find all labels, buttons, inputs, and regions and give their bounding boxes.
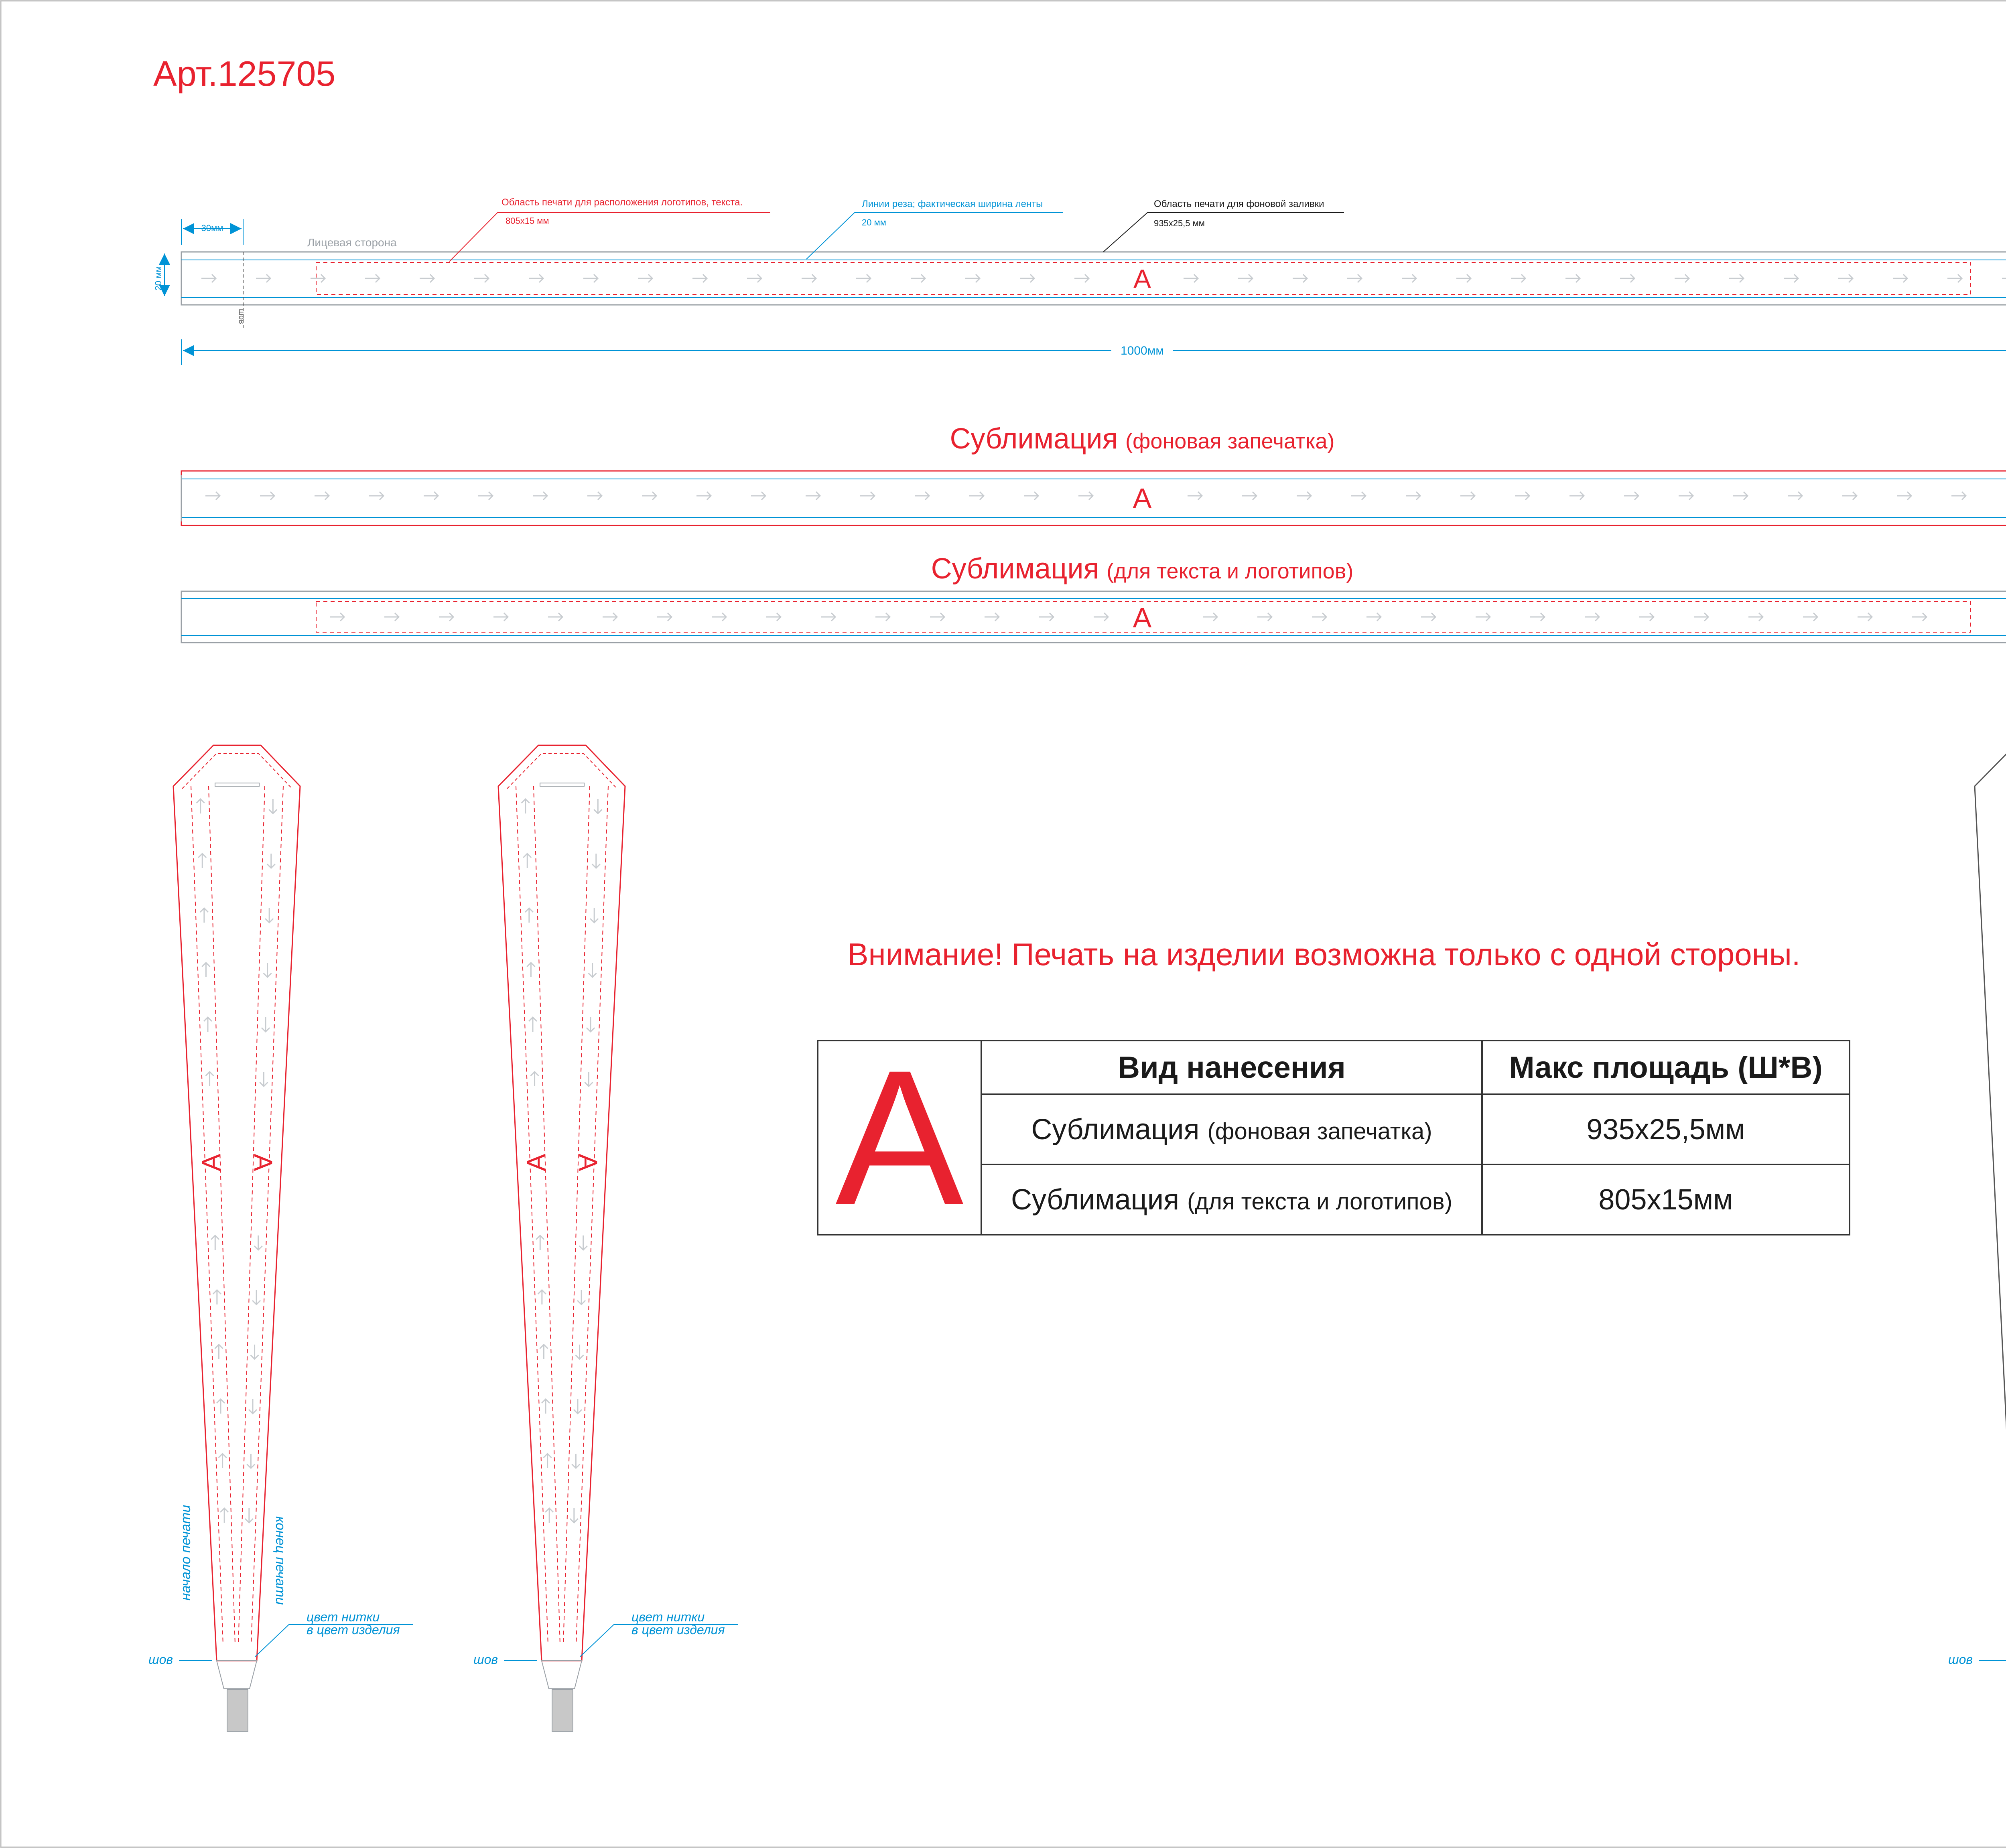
direction-arrow xyxy=(821,613,835,621)
direction-arrow xyxy=(1511,274,1525,282)
callout-fill-size: 935х25,5 мм xyxy=(1154,218,1205,228)
direction-arrow xyxy=(1733,492,1748,500)
direction-arrow xyxy=(200,908,208,923)
direction-arrow xyxy=(1242,492,1257,500)
direction-arrow xyxy=(474,274,489,282)
direction-arrow xyxy=(570,1508,578,1523)
direction-arrow xyxy=(311,274,325,282)
direction-arrow xyxy=(1476,613,1490,621)
direction-arrow xyxy=(365,274,380,282)
direction-arrow xyxy=(1312,613,1326,621)
lanyard-print-view xyxy=(473,745,738,1731)
direction-arrow xyxy=(384,613,399,621)
direction-arrow xyxy=(315,492,329,500)
direction-arrow xyxy=(969,492,984,500)
direction-arrow xyxy=(930,613,944,621)
print-letter: A xyxy=(1133,602,1152,633)
direction-arrow xyxy=(1858,613,1872,621)
lanyard-clip xyxy=(227,1690,248,1731)
direction-arrow xyxy=(1694,613,1708,621)
article-title: Арт.125705 xyxy=(153,54,336,93)
direction-arrow xyxy=(587,492,602,500)
length-label: 1000мм xyxy=(1121,344,1164,357)
method-sub: (фоновая запечатка) xyxy=(1207,1118,1432,1144)
direction-arrow xyxy=(1078,492,1093,500)
print-letter: A xyxy=(574,1154,603,1171)
direction-arrow xyxy=(527,963,535,977)
detailed-strip xyxy=(153,197,2006,365)
seam-label: шов xyxy=(1948,1652,1973,1667)
direction-arrow xyxy=(1784,274,1798,282)
lanyard-print-edge xyxy=(534,786,560,1645)
thread-color-label-2: в цвет изделия xyxy=(631,1623,725,1637)
direction-arrow xyxy=(603,613,617,621)
direction-arrow xyxy=(1238,274,1253,282)
direction-arrow xyxy=(1585,613,1599,621)
lanyard-outline xyxy=(1975,745,2006,1661)
direction-arrow xyxy=(478,492,493,500)
direction-arrow xyxy=(424,492,438,500)
direction-arrow xyxy=(369,492,384,500)
direction-arrow xyxy=(269,799,277,813)
direction-arrow xyxy=(545,1508,553,1523)
direction-arrow xyxy=(2002,274,2006,282)
direction-arrow xyxy=(985,613,999,621)
direction-arrow xyxy=(572,1454,580,1468)
lanyard-with-print-direction xyxy=(148,745,413,1731)
seam-label-left: шов xyxy=(237,309,246,324)
direction-arrow xyxy=(439,613,453,621)
direction-arrow xyxy=(538,1290,546,1304)
front-side-label: Лицевая сторона xyxy=(307,236,397,249)
spec-table xyxy=(817,1030,1850,1245)
direction-arrow xyxy=(1460,492,1475,500)
header-method: Вид нанесения xyxy=(981,1041,1482,1094)
direction-arrow xyxy=(1788,492,1802,500)
direction-arrow xyxy=(1347,274,1362,282)
lanyard-clip xyxy=(552,1690,573,1731)
warning-text: Внимание! Печать на изделии возможна только с одной стороны. xyxy=(847,937,1801,972)
direction-arrow xyxy=(751,492,765,500)
direction-arrow xyxy=(1569,492,1584,500)
direction-arrow xyxy=(1748,613,1763,621)
print-letter: A xyxy=(1133,483,1152,514)
direction-arrow xyxy=(590,908,598,923)
direction-arrow xyxy=(251,1345,259,1359)
direction-arrow xyxy=(265,908,273,923)
heading-logos: Сублимация (для текста и логотипов) xyxy=(931,553,1354,585)
method-cell xyxy=(981,1164,1482,1235)
direction-arrow xyxy=(542,1399,550,1414)
direction-arrow xyxy=(592,854,600,868)
direction-arrow xyxy=(1293,274,1307,282)
direction-arrow xyxy=(1039,613,1054,621)
direction-arrow xyxy=(577,1290,585,1304)
direction-arrow xyxy=(585,1072,593,1086)
lanyard-fold xyxy=(215,783,259,786)
direction-arrow xyxy=(1620,274,1634,282)
direction-arrow xyxy=(204,1017,212,1032)
direction-arrow xyxy=(217,1399,225,1414)
direction-arrow xyxy=(219,1454,227,1468)
direction-arrow xyxy=(211,1235,219,1250)
direction-arrow xyxy=(589,963,597,977)
page-frame xyxy=(1,1,2006,1847)
direction-arrow xyxy=(875,613,890,621)
direction-arrow xyxy=(1565,274,1580,282)
direction-arrow xyxy=(860,492,875,500)
direction-arrow xyxy=(198,854,206,868)
direction-arrow xyxy=(1639,613,1654,621)
direction-arrow xyxy=(544,1454,552,1468)
direction-arrow xyxy=(201,274,216,282)
direction-arrow xyxy=(1421,613,1435,621)
callout-logo-leader xyxy=(449,213,770,262)
thread-color-label-1: цвет нитки xyxy=(307,1610,380,1624)
method-main: Сублимация xyxy=(1011,1183,1180,1216)
direction-arrow xyxy=(579,1235,587,1250)
direction-arrow xyxy=(1366,613,1381,621)
direction-arrow xyxy=(523,854,531,868)
lanyard-print-edge xyxy=(516,786,548,1645)
direction-arrow xyxy=(692,274,707,282)
direction-arrow xyxy=(205,492,220,500)
lanyard-print-edge xyxy=(209,786,235,1645)
method-main: Сублимация xyxy=(1031,1113,1200,1146)
direction-arrow xyxy=(1402,274,1416,282)
direction-arrow xyxy=(1893,274,1907,282)
direction-arrow xyxy=(1184,274,1198,282)
lanyard-blank-view xyxy=(1948,745,2006,1731)
seam-label: шов xyxy=(148,1652,173,1667)
direction-arrow xyxy=(522,799,530,813)
direction-arrow xyxy=(856,274,871,282)
direction-arrow xyxy=(806,492,820,500)
direction-arrow xyxy=(267,854,275,868)
direction-arrow xyxy=(529,274,543,282)
direction-arrow xyxy=(594,799,602,813)
direction-arrow xyxy=(1803,613,1817,621)
direction-arrow xyxy=(220,1508,228,1523)
direction-arrow xyxy=(1024,492,1038,500)
direction-arrow xyxy=(1020,274,1034,282)
direction-arrow xyxy=(536,1235,544,1250)
direction-arrow xyxy=(252,1290,260,1304)
callout-fill-leader xyxy=(1103,213,1344,252)
print-start-label: начало печати xyxy=(178,1505,193,1601)
direction-arrow xyxy=(712,613,726,621)
direction-arrow xyxy=(1351,492,1366,500)
direction-arrow xyxy=(540,1345,548,1359)
direction-arrow xyxy=(1675,274,1689,282)
direction-arrow xyxy=(1679,492,1693,500)
lanyard-print-edge xyxy=(563,786,590,1645)
method-sub: (для текста и логотипов) xyxy=(1187,1188,1452,1215)
heading-background: Сублимация (фоновая запечатка) xyxy=(950,423,1335,455)
strip-background-print xyxy=(181,471,2006,525)
direction-arrow xyxy=(1729,274,1744,282)
callout-logo-area: Область печати для расположения логотипов, текста. xyxy=(502,197,743,208)
direction-arrow xyxy=(576,1345,584,1359)
direction-arrow xyxy=(583,274,598,282)
print-letter: A xyxy=(1133,264,1151,294)
direction-arrow xyxy=(1074,274,1089,282)
direction-arrow xyxy=(264,963,272,977)
direction-arrow xyxy=(915,492,929,500)
area-cell: 805х15мм xyxy=(1482,1164,1850,1235)
direction-arrow xyxy=(256,274,270,282)
direction-arrow xyxy=(245,1508,253,1523)
height-label: 20 мм xyxy=(153,266,163,291)
direction-arrow xyxy=(533,492,547,500)
direction-arrow xyxy=(642,492,656,500)
direction-arrow xyxy=(1530,613,1545,621)
direction-arrow xyxy=(1203,613,1217,621)
direction-arrow xyxy=(249,1399,257,1414)
callout-cut-width: 20 мм xyxy=(862,217,886,227)
direction-arrow xyxy=(1624,492,1639,500)
direction-arrows xyxy=(205,492,2006,500)
direction-arrow xyxy=(696,492,711,500)
direction-arrow xyxy=(766,613,781,621)
direction-arrow xyxy=(1951,492,1966,500)
direction-arrow xyxy=(254,1235,262,1250)
thread-color-label-1: цвет нитки xyxy=(631,1610,705,1624)
direction-arrow xyxy=(1297,492,1311,500)
thread-color-label-2: в цвет изделия xyxy=(307,1623,400,1637)
direction-arrow xyxy=(1406,492,1420,500)
direction-arrow xyxy=(1947,274,1962,282)
table-print-letter: A xyxy=(818,1041,981,1235)
lanyard-outline xyxy=(498,745,625,1661)
direction-arrow xyxy=(529,1017,537,1032)
direction-arrow xyxy=(911,274,925,282)
lanyard-print-edge xyxy=(191,786,223,1645)
lanyard-fold xyxy=(540,783,584,786)
direction-arrow xyxy=(202,963,210,977)
direction-arrow xyxy=(1515,492,1529,500)
direction-arrow xyxy=(262,1017,270,1032)
direction-arrows xyxy=(330,613,1927,621)
area-cell: 935х25,5мм xyxy=(1482,1094,1850,1164)
direction-arrow xyxy=(197,799,205,813)
callout-fill-area: Область печати для фоновой заливки xyxy=(1154,199,1324,209)
direction-arrow xyxy=(1094,613,1108,621)
lanyard-tip xyxy=(217,1661,257,1689)
direction-arrow xyxy=(525,908,533,923)
direction-arrow xyxy=(247,1454,255,1468)
direction-arrow xyxy=(638,274,652,282)
margin-left-label: 30мм xyxy=(201,223,223,233)
direction-arrow xyxy=(657,613,672,621)
direction-arrow xyxy=(574,1399,582,1414)
lanyard-print-edge xyxy=(238,786,265,1645)
direction-arrow xyxy=(493,613,508,621)
direction-arrow xyxy=(1838,274,1853,282)
callout-cut-lines: Линии реза; фактическая ширина ленты xyxy=(862,199,1043,209)
print-letter: A xyxy=(522,1154,550,1171)
direction-arrow xyxy=(206,1072,214,1086)
direction-arrow xyxy=(531,1072,539,1086)
callout-logo-size: 805х15 мм xyxy=(506,216,549,226)
direction-arrow xyxy=(1257,613,1272,621)
direction-arrow xyxy=(1188,492,1202,500)
direction-arrow xyxy=(260,492,274,500)
header-area: Макс площадь (Ш*В) xyxy=(1482,1041,1850,1094)
direction-arrow xyxy=(965,274,980,282)
seam-label: шов xyxy=(473,1652,498,1667)
direction-arrow xyxy=(330,613,344,621)
direction-arrow xyxy=(1456,274,1471,282)
direction-arrow xyxy=(548,613,562,621)
strip-logos-print xyxy=(181,591,2006,643)
direction-arrow xyxy=(587,1017,595,1032)
print-letter: A xyxy=(197,1154,225,1171)
direction-arrow xyxy=(802,274,816,282)
direction-arrow xyxy=(1842,492,1857,500)
print-letter: A xyxy=(249,1154,278,1171)
print-end-label: конец печати xyxy=(273,1516,288,1605)
direction-arrow xyxy=(260,1072,268,1086)
direction-arrow xyxy=(215,1345,223,1359)
direction-arrow xyxy=(747,274,761,282)
method-cell xyxy=(981,1094,1482,1164)
direction-arrow xyxy=(213,1290,221,1304)
direction-arrow xyxy=(1897,492,1911,500)
lanyard-tip xyxy=(542,1661,582,1689)
direction-arrows xyxy=(201,274,2006,282)
direction-arrow xyxy=(420,274,434,282)
direction-arrow xyxy=(1912,613,1927,621)
